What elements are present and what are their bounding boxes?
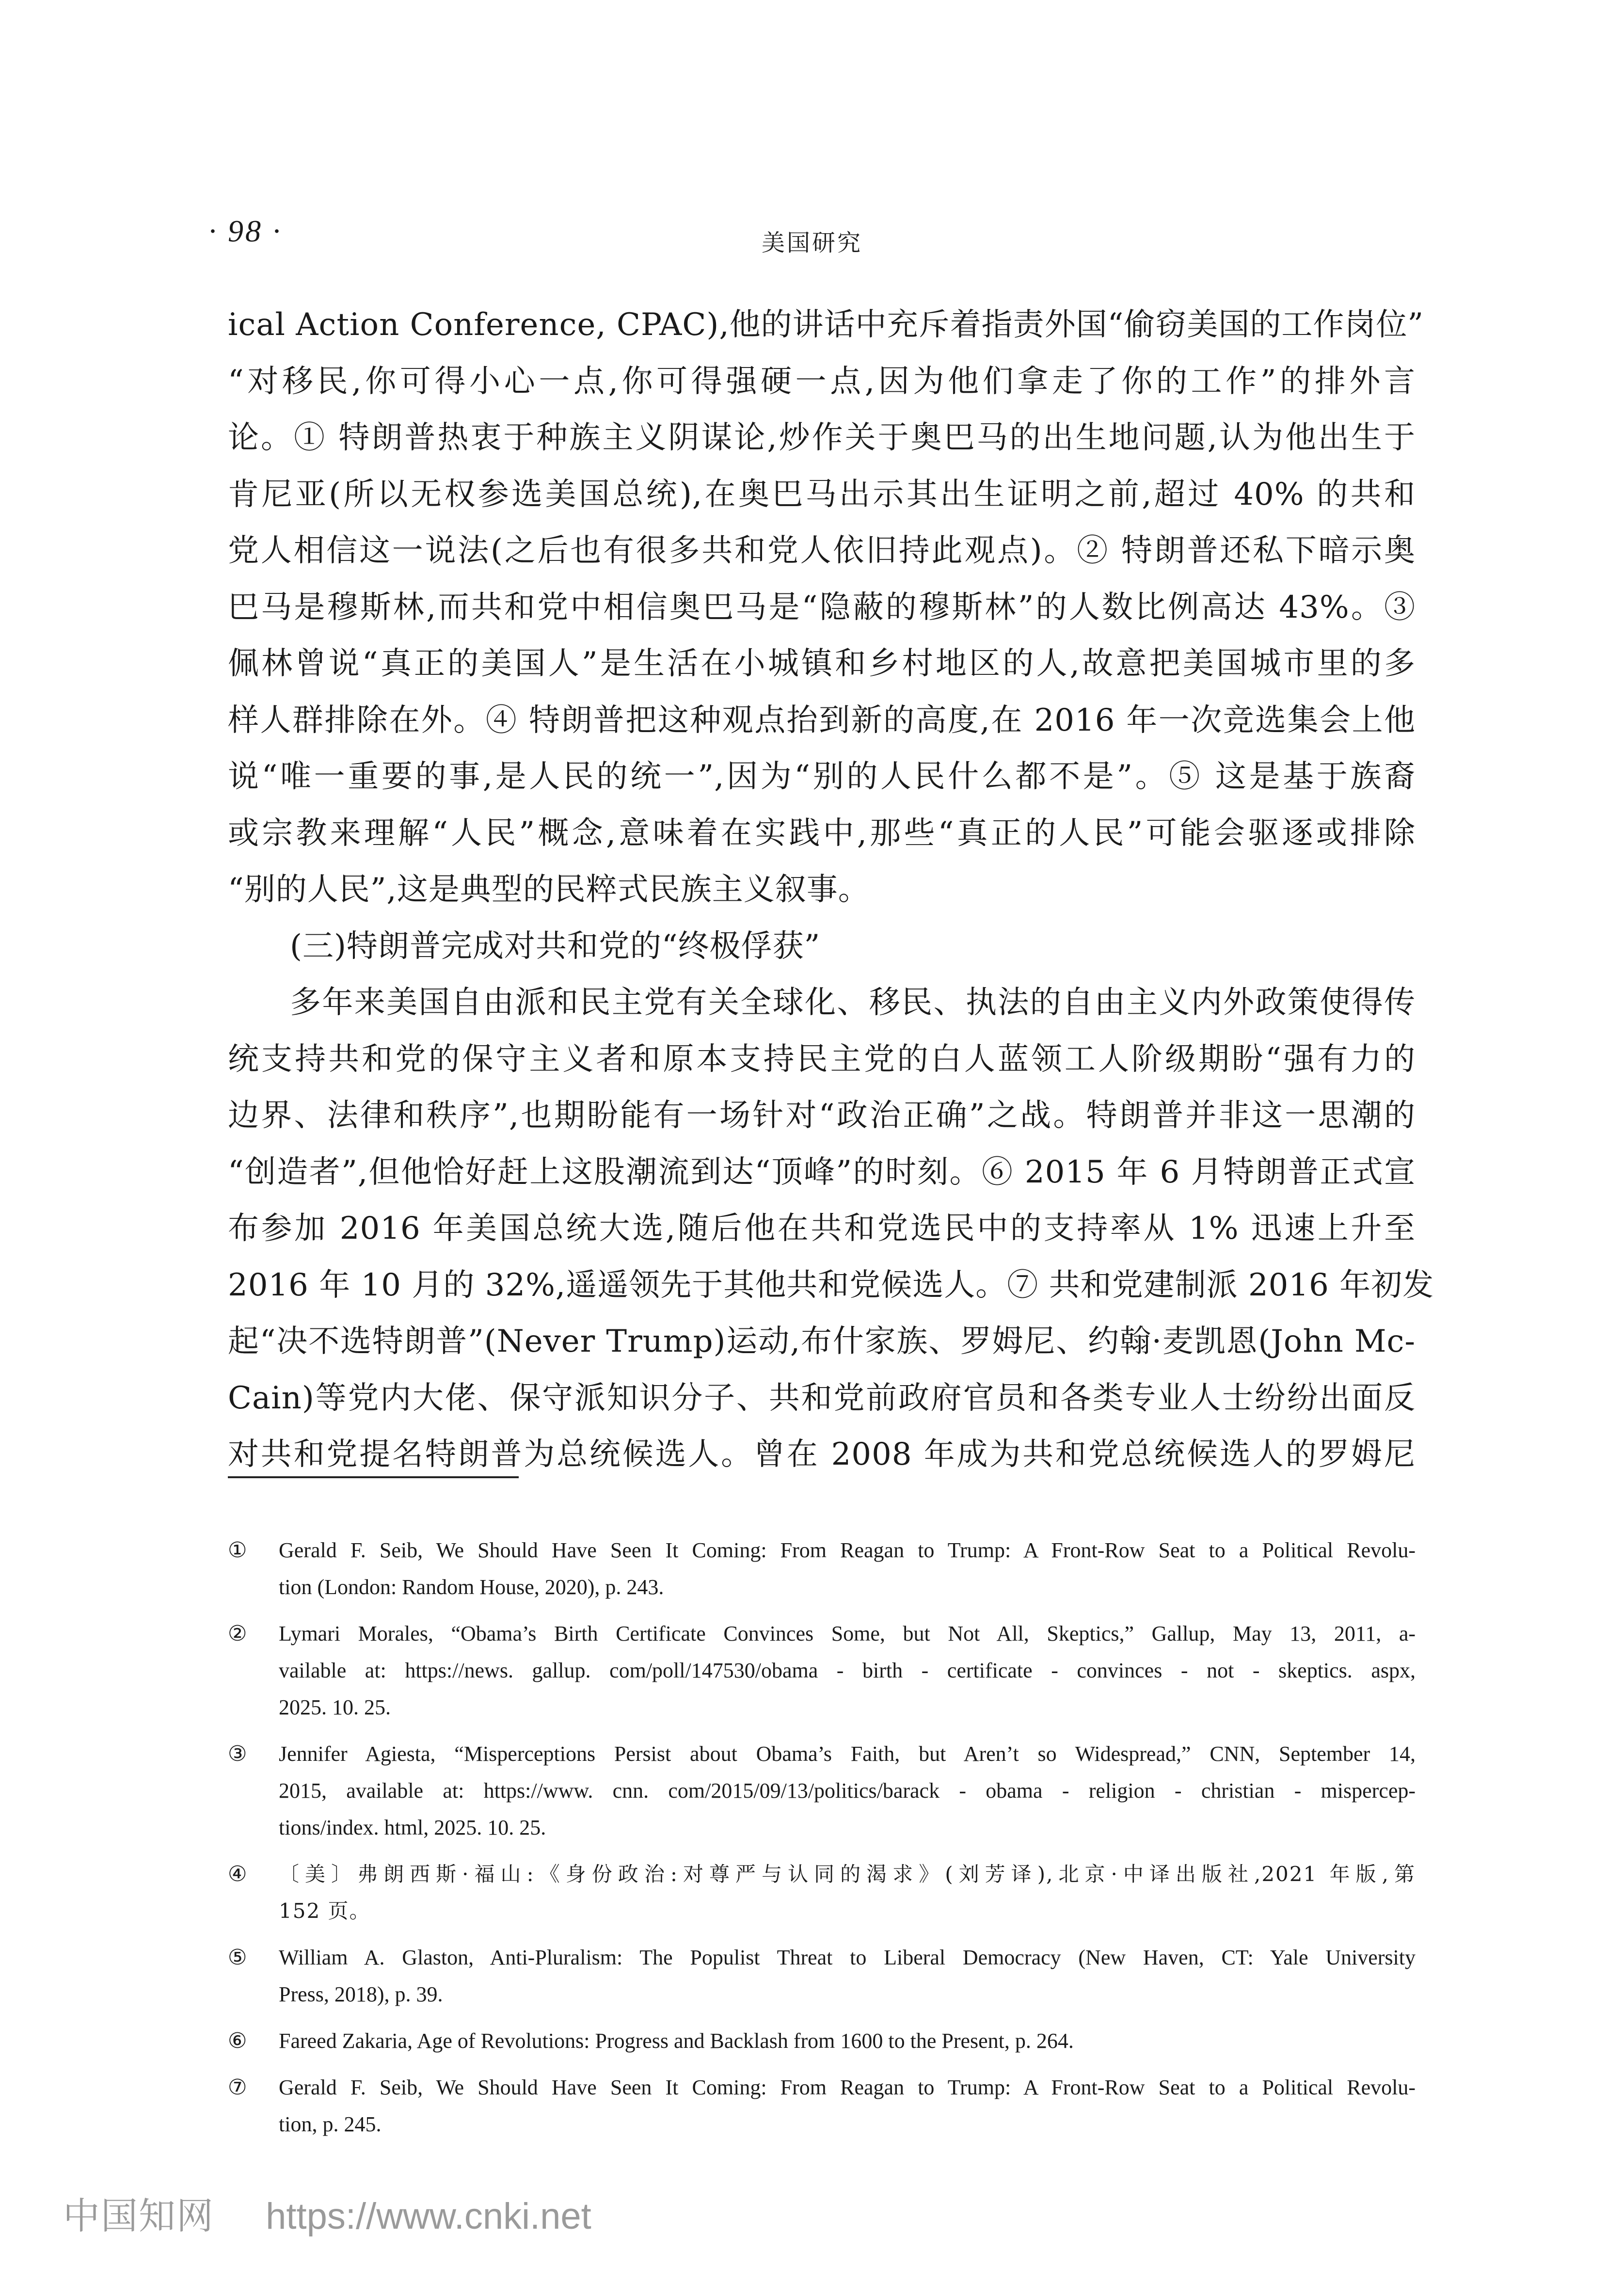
body-line: “创造者”,但他恰好赶上这股潮流到达“顶峰”的时刻。⑥ 2015 年 6 月特朗普正式宣 [228, 1154, 1416, 1190]
cnki-watermark [63, 2187, 591, 2239]
main-body-text [228, 297, 1434, 1483]
body-line: 说“唯一重要的事,是人民的统一”,因为“别的人民什么都不是”。⑤ 这是基于族裔 [228, 759, 1416, 795]
footnote-marker: ③ [228, 1741, 247, 1766]
body-line: 2016 年 10 月的 32%,遥遥领先于其他共和党候选人。⑦ 共和党建制派 2016 年初发 [228, 1267, 1434, 1303]
footnote-4 [228, 1856, 1416, 1930]
section-heading: (三)特朗普完成对共和党的“终极俘获” [290, 928, 821, 964]
body-line: 统支持共和党的保守主义者和原本支持民主党的白人蓝领工人阶级期盼“强有力的 [228, 1041, 1416, 1077]
body-line: 或宗教来理解“人民”概念,意味着在实践中,那些“真正的人民”可能会驱逐或排除 [228, 815, 1416, 851]
journal-title: 美国研究 [761, 229, 862, 256]
body-line: 对共和党提名特朗普为总统候选人。曾在 2008 年成为共和党总统候选人的罗姆尼 [228, 1437, 1416, 1472]
footnote-line: William A. Glaston, Anti-Pluralism: The Populist Threat to Liberal Democracy (New Haven, CT: Yale University [279, 1946, 1416, 1969]
body-line: ical Action Conference, CPAC),他的讲话中充斥着指责外国“偷窃美国的工作岗位” [228, 307, 1424, 343]
footnote-line: Jennifer Agiesta, “Misperceptions Persist about Obama’s Faith, but Aren’t so Widespread,” CNN, September 14, [279, 1742, 1416, 1766]
footnote-6 [228, 2023, 1416, 2059]
footnote-line: 〔美〕弗朗西斯·福山:《身份政治:对尊严与认同的渴求》(刘芳译),北京·中译出版社,2021 年版,第 [279, 1862, 1416, 1886]
body-line: 肯尼亚(所以无权参选美国总统),在奥巴马出示其出生证明之前,超过 40% 的共和 [228, 476, 1416, 512]
footnote-line: Lymari Morales, “Obama’s Birth Certificate Convinces Some, but Not All, Skeptics,” Gallup, May 13, 2011, a- [279, 1622, 1416, 1645]
footnote-line: 2025. 10. 25. [279, 1695, 391, 1719]
footnote-marker: ⑦ [228, 2075, 247, 2100]
footnote-5 [228, 1939, 1416, 2013]
footnote-3 [228, 1736, 1416, 1846]
footnote-marker: ⑥ [228, 2028, 247, 2053]
footnote-line: tion, p. 245. [279, 2112, 382, 2136]
body-line: 巴马是穆斯林,而共和党中相信奥巴马是“隐蔽的穆斯林”的人数比例高达 43%。③ [228, 589, 1416, 625]
watermark-site-name: 中国知网 [63, 2196, 214, 2237]
body-line: 论。① 特朗普热衷于种族主义阴谋论,炒作关于奥巴马的出生地问题,认为他出生于 [228, 420, 1416, 456]
footnote-line: Gerald F. Seib, We Should Have Seen It Coming: From Reagan to Trump: A Front-Row Seat to a Political Revolu- [279, 1538, 1416, 1562]
page-number: · 98 · [208, 214, 282, 248]
footnote-line: Gerald F. Seib, We Should Have Seen It Coming: From Reagan to Trump: A Front-Row Seat to a Political Revolu- [279, 2075, 1416, 2099]
body-line: 佩林曾说“真正的美国人”是生活在小城镇和乡村地区的人,故意把美国城市里的多 [228, 646, 1416, 682]
footnote-marker: ① [228, 1538, 247, 1563]
footnote-marker: ④ [228, 1862, 247, 1886]
body-line: 党人相信这一说法(之后也有很多共和党人依旧持此观点)。② 特朗普还私下暗示奥 [228, 533, 1416, 569]
footnote-line: vailable at: https://news. gallup. com/poll/147530/obama - birth - certificate - convinces - not - skeptics. aspx, [279, 1659, 1416, 1682]
footnote-line: Fareed Zakaria, Age of Revolutions: Progress and Backlash from 1600 to the Present, p. 264. [279, 2029, 1074, 2053]
body-line: “对移民,你可得小心一点,你可得强硬一点,因为他们拿走了你的工作”的排外言 [228, 363, 1416, 399]
body-line: Cain)等党内大佬、保守派知识分子、共和党前政府官员和各类专业人士纷纷出面反 [228, 1380, 1416, 1416]
watermark-url: https://www.cnki.net [266, 2196, 591, 2237]
footnote-line: 2015, available at: https://www. cnn. com/2015/09/13/politics/barack - obama - religion - christian - mispercep- [279, 1779, 1416, 1803]
footnotes [228, 1532, 1416, 2153]
footnote-7 [228, 2069, 1416, 2143]
footnote-marker: ⑤ [228, 1945, 247, 1970]
footnote-1 [228, 1532, 1416, 1606]
footnote-line: Press, 2018), p. 39. [279, 1982, 443, 2006]
body-line-paragraph-end: “别的人民”,这是典型的民粹式民族主义叙事。 [228, 872, 870, 908]
body-line: 样人群排除在外。④ 特朗普把这种观点抬到新的高度,在 2016 年一次竞选集会上他 [228, 702, 1416, 738]
footnote-separator [228, 1476, 519, 1478]
footnote-line: tions/index. html, 2025. 10. 25. [279, 1816, 546, 1839]
body-line: 边界、法律和秩序”,也期盼能有一场针对“政治正确”之战。特朗普并非这一思潮的 [228, 1098, 1416, 1134]
body-line-paragraph-start: 多年来美国自由派和民主党有关全球化、移民、执法的自由主义内外政策使得传 [290, 985, 1416, 1021]
body-line: 布参加 2016 年美国总统大选,随后他在共和党选民中的支持率从 1% 迅速上升至 [228, 1211, 1416, 1246]
footnote-marker: ② [228, 1621, 247, 1646]
page-header [0, 213, 1624, 262]
body-line: 起“决不选特朗普”(Never Trump)运动,布什家族、罗姆尼、约翰·麦凯恩(John Mc- [228, 1324, 1416, 1359]
footnote-line: 152 页。 [279, 1899, 371, 1923]
footnote-line: tion (London: Random House, 2020), p. 243. [279, 1575, 664, 1599]
footnote-2 [228, 1615, 1416, 1726]
